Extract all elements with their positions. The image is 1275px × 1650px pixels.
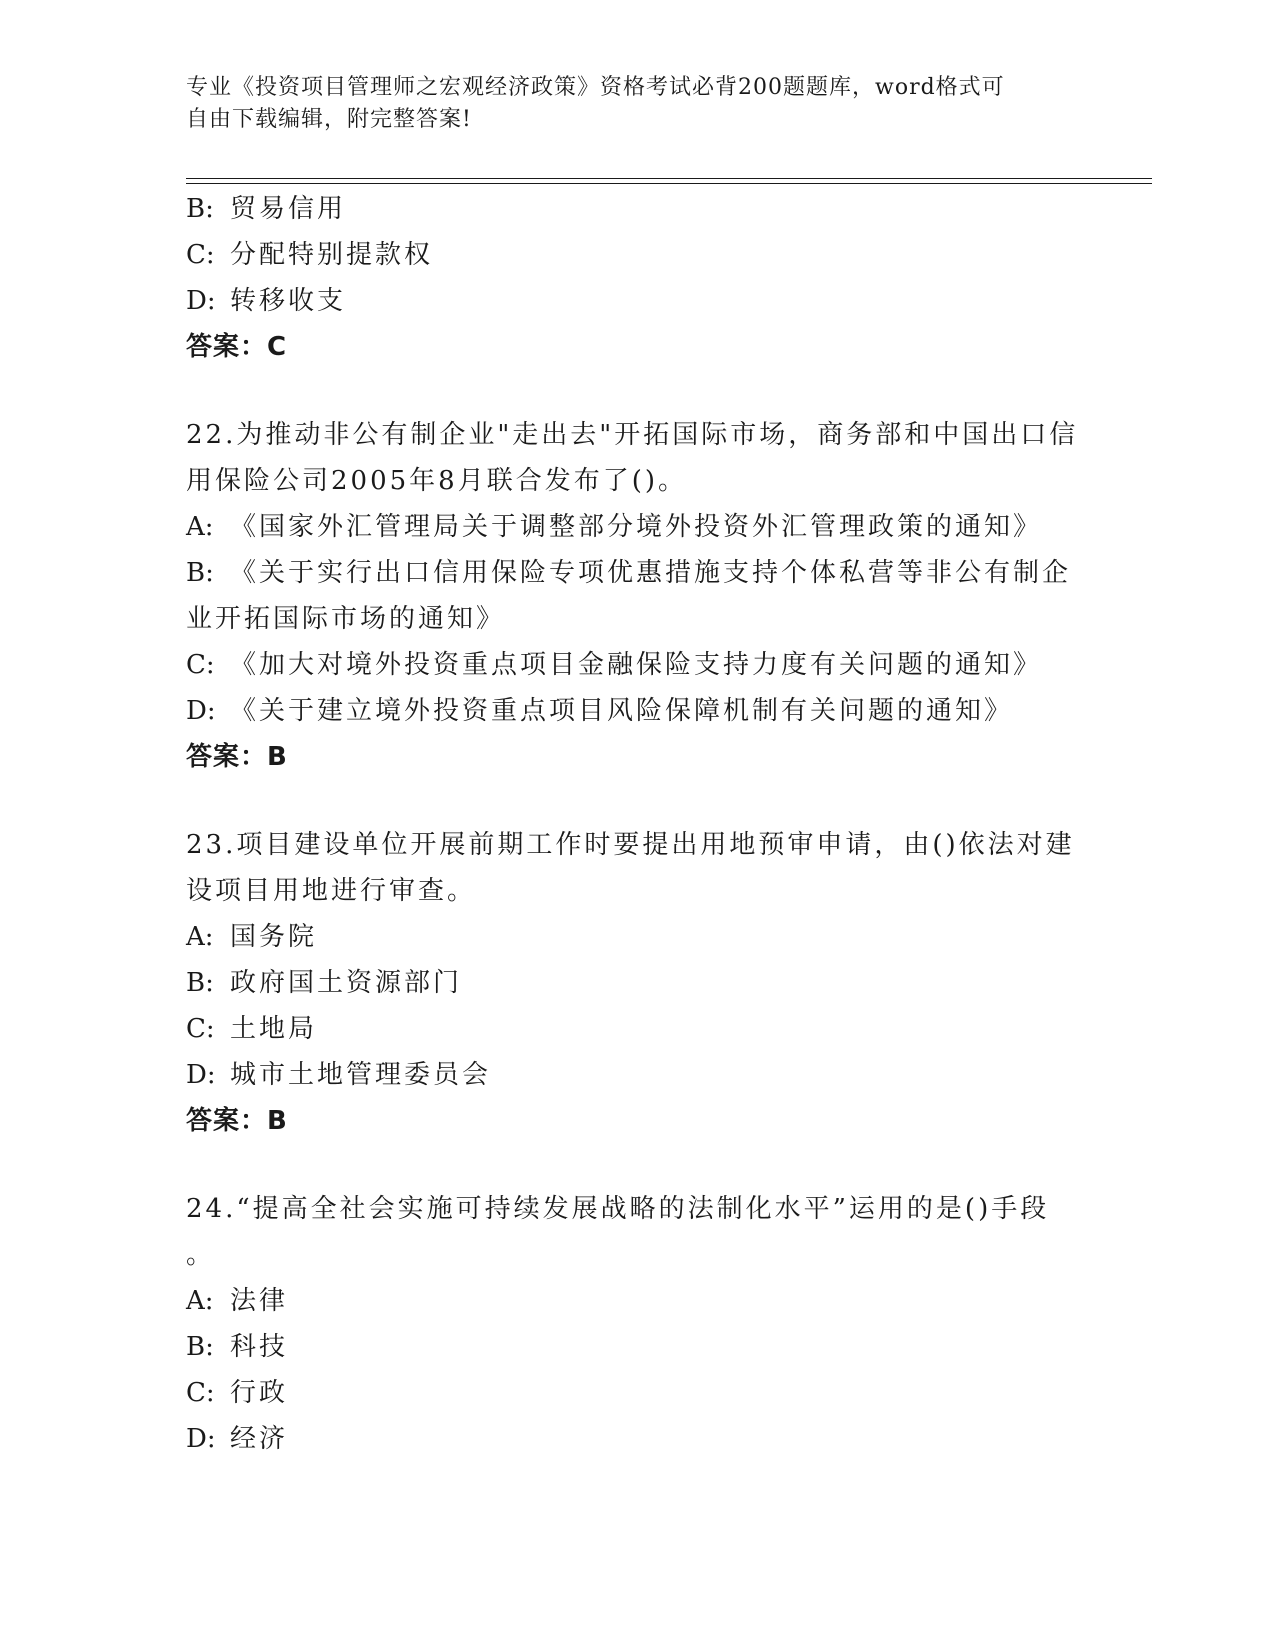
option-label: D: [186, 286, 216, 316]
option-a [186, 1278, 1086, 1324]
header-divider-bottom [186, 183, 1152, 184]
option-text: 城市土地管理委员会 [230, 1060, 492, 1090]
option-label: B: [186, 1332, 214, 1362]
option-label: A: [186, 512, 214, 542]
option-a [186, 504, 1086, 550]
option-label: D: [186, 696, 216, 726]
question-stem-line: 用保险公司2005年8月联合发布了()。 [186, 466, 687, 496]
option-label: B: [186, 194, 214, 224]
question-content [186, 186, 1086, 1462]
option-label: D: [186, 1424, 216, 1454]
option-text: 转移收支 [230, 286, 347, 316]
option-label: C: [186, 1014, 215, 1044]
answer: 答案：B [186, 1106, 288, 1136]
option-text: 经济 [230, 1424, 289, 1454]
question-24 [186, 1186, 1086, 1462]
option-text: 行政 [230, 1378, 289, 1408]
option-text: 土地局 [230, 1014, 318, 1044]
option-text: 法律 [230, 1286, 289, 1316]
document-header [186, 72, 1066, 136]
option-c [186, 232, 1086, 278]
question-stem-line: 设项目用地进行审查。 [186, 876, 477, 906]
option-d [186, 278, 1086, 324]
option-text: 《关于实行出口信用保险专项优惠措施支持个体私营等非公有制企 [230, 558, 1072, 588]
option-b [186, 550, 1086, 596]
answer: 答案：B [186, 742, 288, 772]
option-text: 分配特别提款权 [230, 240, 434, 270]
option-text: 《国家外汇管理局关于调整部分境外投资外汇管理政策的通知》 [230, 512, 1043, 542]
option-label: D: [186, 1060, 216, 1090]
option-c [186, 1006, 1086, 1052]
option-label: B: [186, 558, 214, 588]
option-text: 《加大对境外投资重点项目金融保险支持力度有关问题的通知》 [230, 650, 1043, 680]
option-text: 科技 [230, 1332, 289, 1362]
option-text: 《关于建立境外投资重点项目风险保障机制有关问题的通知》 [230, 696, 1014, 726]
option-a [186, 914, 1086, 960]
option-text: 政府国土资源部门 [230, 968, 463, 998]
header-title-line-2: 自由下载编辑，附完整答案! [186, 107, 472, 132]
option-label: A: [186, 1286, 214, 1316]
option-label: C: [186, 240, 215, 270]
option-text: 国务院 [230, 922, 318, 952]
option-d [186, 688, 1086, 734]
option-b [186, 186, 1086, 232]
question-stem-line: 。 [186, 1240, 216, 1270]
option-c [186, 1370, 1086, 1416]
question-stem-line: 23.项目建设单位开展前期工作时要提出用地预审申请，由()依法对建 [186, 830, 1075, 860]
partial-question [186, 186, 1086, 370]
option-b-continued: 业开拓国际市场的通知》 [186, 604, 506, 634]
header-divider-top [186, 178, 1152, 179]
option-d [186, 1416, 1086, 1462]
header-title-line-1: 专业《投资项目管理师之宏观经济政策》资格考试必背200题题库，word格式可 [186, 75, 1005, 100]
option-label: B: [186, 968, 214, 998]
answer: 答案：C [186, 332, 288, 362]
question-stem-line: 22.为推动非公有制企业"走出去"开拓国际市场，商务部和中国出口信 [186, 420, 1079, 450]
option-text: 贸易信用 [230, 194, 347, 224]
option-b [186, 1324, 1086, 1370]
option-b [186, 960, 1086, 1006]
option-c [186, 642, 1086, 688]
option-label: A: [186, 922, 214, 952]
option-label: C: [186, 1378, 215, 1408]
question-stem-line: 24.“提高全社会实施可持续发展战略的法制化水平”运用的是()手段 [186, 1194, 1050, 1224]
option-label: C: [186, 650, 215, 680]
question-23 [186, 822, 1086, 1144]
question-22 [186, 412, 1086, 780]
option-d [186, 1052, 1086, 1098]
